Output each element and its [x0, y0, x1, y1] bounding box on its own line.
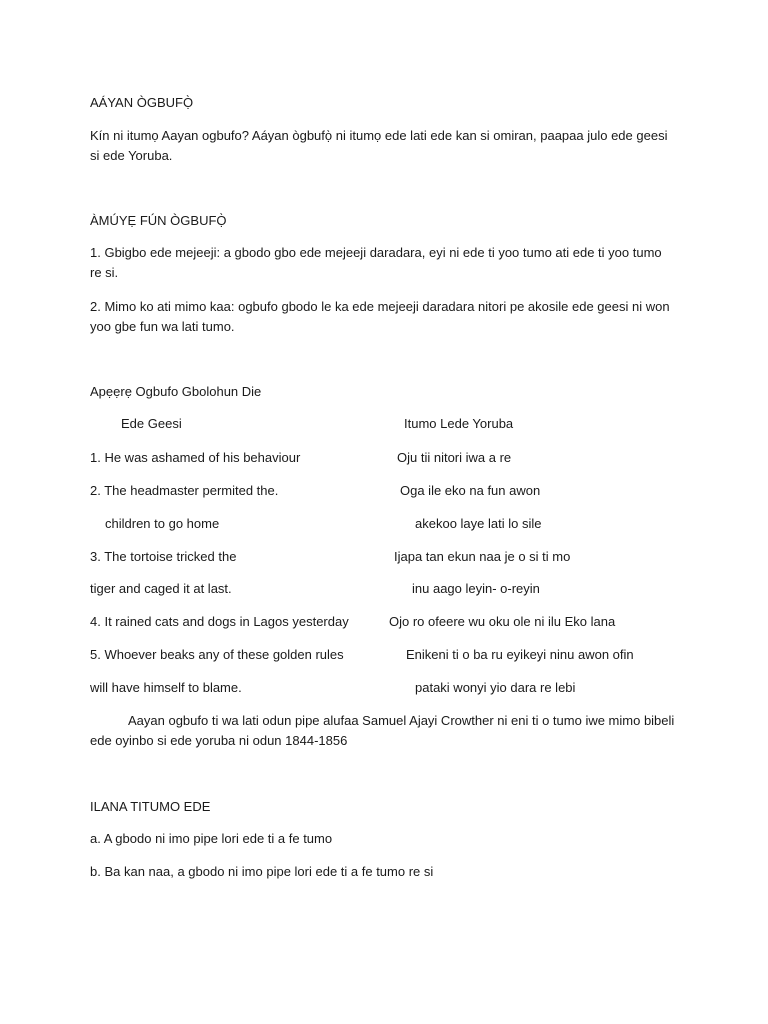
example-row-3-english: 3. The tortoise tricked the	[90, 549, 237, 564]
example-row-1-yoruba: Oju tii nitori iwa a re	[397, 450, 512, 465]
intro-paragraph: Kín ni itumọ Aayan ogbufo? Aáyan ògbufọ̀ ni itumọ ede lati ede kan si omiran, paapaa julo ede geesi si ede Yoruba.	[90, 128, 668, 163]
example-row-2-yoruba: Oga ile eko na fun awon	[400, 483, 541, 498]
example-row-5-yoruba: Enikeni ti o ba ru eyikeyi ninu awon ofin	[406, 647, 634, 662]
example-row-4-english: 4. It rained cats and dogs in Lagos yesterday	[90, 614, 349, 629]
example-row-3-yoruba: Ijapa tan ekun naa je o si ti mo	[394, 549, 571, 564]
example-row-2-english: 2. The headmaster permited the.	[90, 483, 279, 498]
ilana-item-b: b. Ba kan naa, a gbodo ni imo pipe lori ede ti a fe tumo re si	[90, 864, 434, 879]
section-heading-amuye: ÀMÚYẸ FÚN ÒGBUFỌ̀	[90, 213, 227, 228]
example-row-5-english: 5. Whoever beaks any of these golden rules	[90, 647, 344, 662]
ilana-item-a: a. A gbodo ni imo pipe lori ede ti a fe tumo	[90, 831, 333, 846]
crowther-paragraph: Aayan ogbufo ti wa lati odun pipe alufaa Samuel Ajayi Crowther ni eni ti o tumo iwe mimo bibeli ede oyinbo si ede yoruba ni odun 1844-1856	[90, 713, 675, 748]
example-row-2b-english: children to go home	[105, 516, 220, 531]
amuye-item-2: 2. Mimo ko ati mimo kaa: ogbufo gbodo le ka ede mejeeji daradara nitori pe akosile ede geesi ni won yoo gbe fun wa lati tumo.	[90, 299, 670, 334]
section-heading-ilana: ILANA TITUMO EDE	[90, 799, 211, 814]
example-row-4-yoruba: Ojo ro ofeere wu oku ole ni ilu Eko lana	[389, 614, 616, 629]
column-header-ede-geesi: Ede Geesi	[121, 416, 182, 431]
example-row-1-english: 1. He was ashamed of his behaviour	[90, 450, 301, 465]
example-row-5b-english: will have himself to blame.	[90, 680, 242, 695]
section-heading-aayan-ogbufo: AÁYAN ÒGBUFỌ̀	[90, 95, 194, 110]
example-row-3b-yoruba: inu aago leyin- o-reyin	[412, 581, 540, 596]
amuye-item-1: 1. Gbigbo ede mejeeji: a gbodo gbo ede mejeeji daradara, eyi ni ede ti yoo tumo ati ede ti yoo tumo re si.	[90, 245, 662, 280]
example-row-2b-yoruba: akekoo laye lati lo sile	[415, 516, 542, 531]
example-row-5b-yoruba: pataki wonyi yio dara re lebi	[415, 680, 576, 695]
section-heading-apeere: Apẹẹrẹ Ogbufo Gbolohun Die	[90, 384, 262, 399]
example-row-3b-english: tiger and caged it at last.	[90, 581, 232, 596]
column-header-itumo-yoruba: Itumo Lede Yoruba	[404, 416, 514, 431]
